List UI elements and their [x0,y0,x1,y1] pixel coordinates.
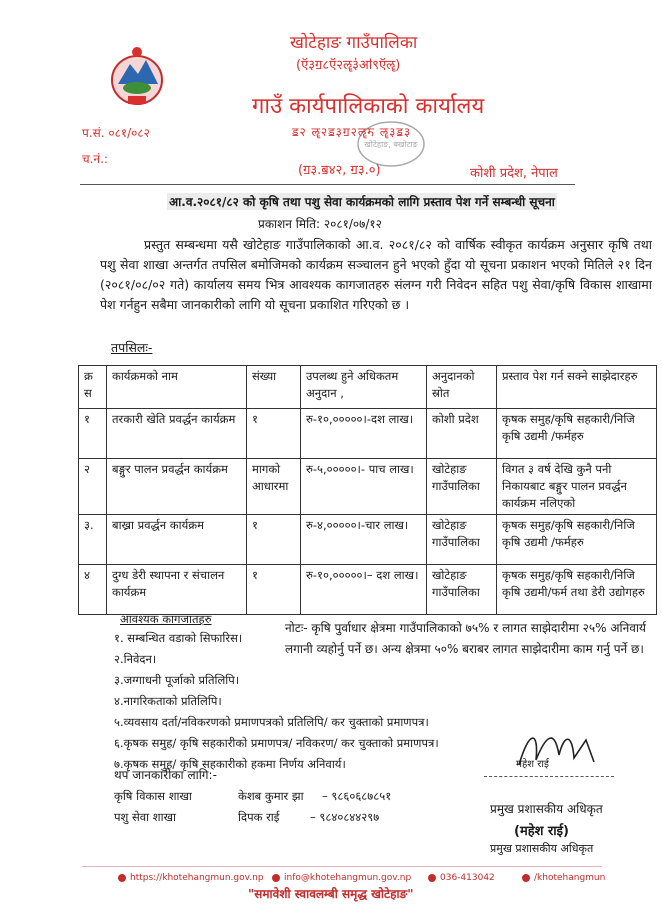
col-header-serial: क्र स [79,366,107,409]
table-cell: रु-१०,०००००।– दश लाख। [301,565,427,615]
table-cell: १ [79,409,107,459]
table-cell: खोटेहाङ गाउँपालिका [427,515,497,565]
table-row [79,565,657,615]
table-cell: बाख्रा प्रवर्द्धन कार्यक्रम [107,515,247,565]
municipality-name-en: (ऍ३ॻ८ऍ२ॡ३॑ॴ९ऍॡ) [296,58,401,73]
signature-line [484,776,614,777]
table-cell: ३. [79,515,107,565]
notice-subject: आ.व.२०८१/८२ को कृषि तथा पशु सेवा कार्यक्रमको लागि प्रस्ताव पेश गर्ने सम्बन्धी सूचना [169,195,555,209]
col-header-partners: प्रस्ताव पेश गर्न सक्ने साझेदारहरु [497,366,657,409]
table-row [79,515,657,565]
signatory-title-stamp: प्रमुख प्रशासकीय अधिकृत [490,842,594,855]
phone-icon [428,874,436,882]
table-cell: खोटेहाङ गाउँपालिका [427,565,497,615]
facebook-icon [522,874,530,882]
phone-number: 036-413042 [440,873,495,883]
table-cell: तरकारी खेति प्रवर्द्धन कार्यक्रम [107,409,247,459]
table-cell: कृषक समुह/कृषि सहकारी/निजि कृषि उद्यमी /फर्महरु [497,409,657,459]
website-link[interactable]: https://khotehangmun.gov.np [130,873,264,883]
table-cell: खोटेहाङ गाउँपालिका [427,459,497,515]
cost-sharing-note: नोटः- कृषि पुर्वाधार क्षेत्रमा गाउँपालिकाको ७५% र लागत साझेदारीमा २५% अनिवार्य लगानी व्यहोर्नु पर्ने छ। अन्य क्षेत्रमा ५०% बराबर लागत साझेदारीमा काम गर्नु पर्ने छ। [285,621,646,656]
program-table [78,365,657,615]
contact-section: कृषि विकास शाखा [114,789,192,803]
office-name-en: ॾ२ ॡ२ॾ३ॻ२ॡॸ ॡ३ॾ३ [292,125,412,139]
table-cell: कोशी प्रदेश [427,409,497,459]
slogan: "समावेशी स्वावलम्बी समृद्ध खोटेहाङ" [248,887,414,901]
office-stamp [355,118,427,170]
contact-name: दिपक राई [238,810,280,824]
body-paragraph: प्रस्तुत सम्बन्धमा यसै खोटेहाङ गाउँपालिकाको आ.व. २०८१/८२ को वार्षिक स्वीकृत कार्यक्रम अनुसार कृषि तथा पशु सेवा शाखा अन्तर्गत तपसिल बमोजिमको कार्यक्रम सञ्चालन हुने भएको हुँदा यो सूचना प्रकाशन भएको मितिले २१ दिन (२०८१/०८/०२ गते) कार्यालय समय भित्र आवश्यक कागजातहरु संलग्न गरी निवेदन सहित पशु सेवा/कृषि विकास शाखामा पेश गर्नहुन सबैमा जानकारीको लागि यो सूचना प्रकाशित गरिएको छ । [100,237,652,312]
globe-icon [118,874,126,882]
table-cell: १ [247,515,301,565]
signature-handwritten-name: महेश राई [516,759,549,770]
location-en: (ॻ३.ॿ४२, ॻ३.०) [298,163,381,178]
email-link[interactable]: info@khotehangmun.gov.np [284,873,412,883]
col-header-program: कार्यक्रमको नाम [107,366,247,409]
publish-date: प्रकाशन मिति: २०८१/०७/१२ [258,217,382,231]
table-cell: रु-१०,०००००।-दश लाख। [301,409,427,459]
col-header-source: अनुदानको स्रोत [427,366,497,409]
signatory-name: (महेश राई) [514,824,569,839]
contact-section: पशु सेवा शाखा [114,810,176,824]
documents-title: आवश्यक कागजातहरु [120,612,212,626]
signatory-title: प्रमुख प्रशासकीय अधिकृत [490,802,603,816]
facebook-link[interactable]: /khotehangmun [534,873,606,883]
table-header-row [79,366,657,409]
reference-number: प.सं. ०८१/०८२ [82,126,150,140]
list-item: ५.व्यवसाय दर्ता/नविकरणको प्रमाणपत्रको प्रतिलिपि/ कर चुक्ताको प्रमाणपत्र। [114,715,429,729]
footer-website[interactable] [118,873,264,883]
email-icon [272,874,280,882]
header-divider [80,184,575,185]
contact-name: केशब कुमार झा [238,789,304,803]
more-info-title: थप जानकारीका लागि:- [114,768,217,782]
col-header-grant: उपलब्ध हुने अधिकतम अनुदान , [301,366,427,409]
details-title: तपसिलः- [111,340,153,355]
list-item: १. सम्बन्धित वडाको सिफारिस। [114,631,243,645]
table-cell: ४ [79,565,107,615]
list-item: २.निवेदन। [114,652,157,666]
table-row [79,409,657,459]
table-cell: विगत ३ वर्ष देखि कुनै पनी निकायबाट बङ्गुर पालन प्रवर्द्धन कार्यक्रम नलिएको [497,459,657,515]
contact-phone: – ९८६०६८७८५१ [322,789,392,803]
table-cell: रु-४,०००००।-चार लाख। [301,515,427,565]
table-row [79,459,657,515]
footer-divider [82,866,602,867]
table-cell: रु-५,०००००।- पाच लाख। [301,459,427,515]
list-item: ६.कृषक समुह/ कृषि सहकारीको प्रमाणपत्र/ नविकरण/ कर चुक्ताको प्रमाणपत्र। [114,736,439,750]
table-cell: कृषक समुह/कृषि सहकारी/निजि कृषि उद्यमी /फर्महरु [497,515,657,565]
table-cell: १ [247,409,301,459]
stamp-text: खोटेहाङ, बखोटाङ [364,140,418,149]
table-cell: मागको आधारमा [247,459,301,515]
table-cell: दुग्ध डेरी स्थापना र संचालन कार्यक्रम [107,565,247,615]
footer-email[interactable] [272,873,411,883]
table-cell: २ [79,459,107,515]
table-cell: कृषक समुह/कृषि सहकारी/निजि कृषि उद्यमी/फर्म तथा डेरी उद्योगहरु [497,565,657,615]
province: कोशी प्रदेश, नेपाल [470,166,558,181]
municipality-name: खोटेहाङ गाउँपालिका [290,33,418,53]
col-header-count: संख्या [247,366,301,409]
list-item: ३.जग्गाधनी पूर्जाको प्रतिलिपि। [114,673,240,687]
handwritten-signature [514,720,604,780]
office-name: गाउँ कार्यपालिकाको कार्यालय [252,94,485,119]
footer-phone [428,873,495,883]
list-item: ७.कृषक समुह/ कृषि सहकारीको हकमा निर्णय अनिवार्य। [114,757,346,771]
contact-phone: – ९८४०८४४२९७ [310,810,380,824]
dispatch-number: च.नं.: [82,152,108,166]
footer-facebook[interactable] [522,873,605,883]
table-cell: बङ्गुर पालन प्रवर्द्धन कार्यक्रम [107,459,247,515]
table-cell: १ [247,565,301,615]
nepal-emblem-icon [108,44,166,110]
list-item: ४.नागरिकताको प्रतिलिपि। [114,694,222,708]
